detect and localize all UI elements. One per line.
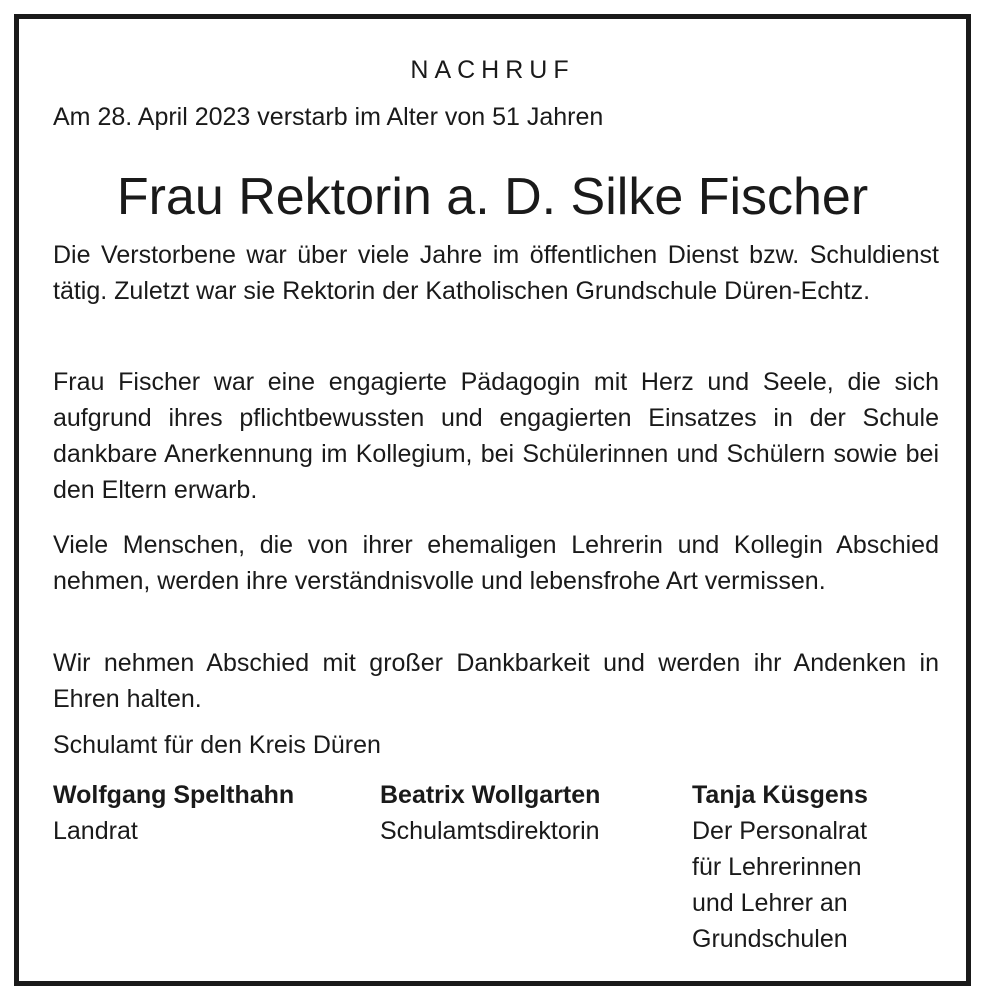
death-announcement: Am 28. April 2023 verstarb im Alter von 51 Jahren <box>53 103 604 131</box>
signer-name: Beatrix Wollgarten <box>380 781 601 809</box>
signer-name: Tanja Küsgens <box>692 781 868 809</box>
paragraph-remembrance: Viele Menschen, die von ihrer ehemaligen Lehrerin und Kollegin Abschied nehmen, werden ihre verständnisvolle und lebensfrohe Art vermissen. <box>53 531 939 595</box>
obituary-notice <box>14 14 971 986</box>
signer-role: Landrat <box>53 817 138 845</box>
signer-name: Wolfgang Spelthahn <box>53 781 295 809</box>
paragraph-tribute: Frau Fischer war eine engagierte Pädagogin mit Herz und Seele, die sich aufgrund ihres pflichtbewussten und engagierten Einsatzes in der Schule dankbare Anerkennung im Kollegium, bei Schülerinnen und Schülern sowie bei den Eltern erwarb. <box>53 368 939 504</box>
signer-role: Schulamtsdirektorin <box>380 817 600 845</box>
deceased-name: Frau Rektorin a. D. Silke Fischer <box>116 168 869 226</box>
issuing-office: Schulamt für den Kreis Düren <box>53 731 381 759</box>
signer-block <box>380 777 680 849</box>
notice-heading: NACHRUF <box>410 56 575 84</box>
signer-role: Der Personalrat für Lehrerinnen und Lehrer an Grundschulen <box>692 817 868 953</box>
paragraph-farewell: Wir nehmen Abschied mit großer Dankbarkeit und werden ihr Andenken in Ehren halten. <box>53 649 939 713</box>
signer-block <box>53 777 353 849</box>
signer-block <box>692 777 942 957</box>
paragraph-career: Die Verstorbene war über viele Jahre im öffentlichen Dienst bzw. Schuldienst tätig. Zuletzt war sie Rektorin der Katholischen Grundschule Düren-Echtz. <box>53 241 939 305</box>
